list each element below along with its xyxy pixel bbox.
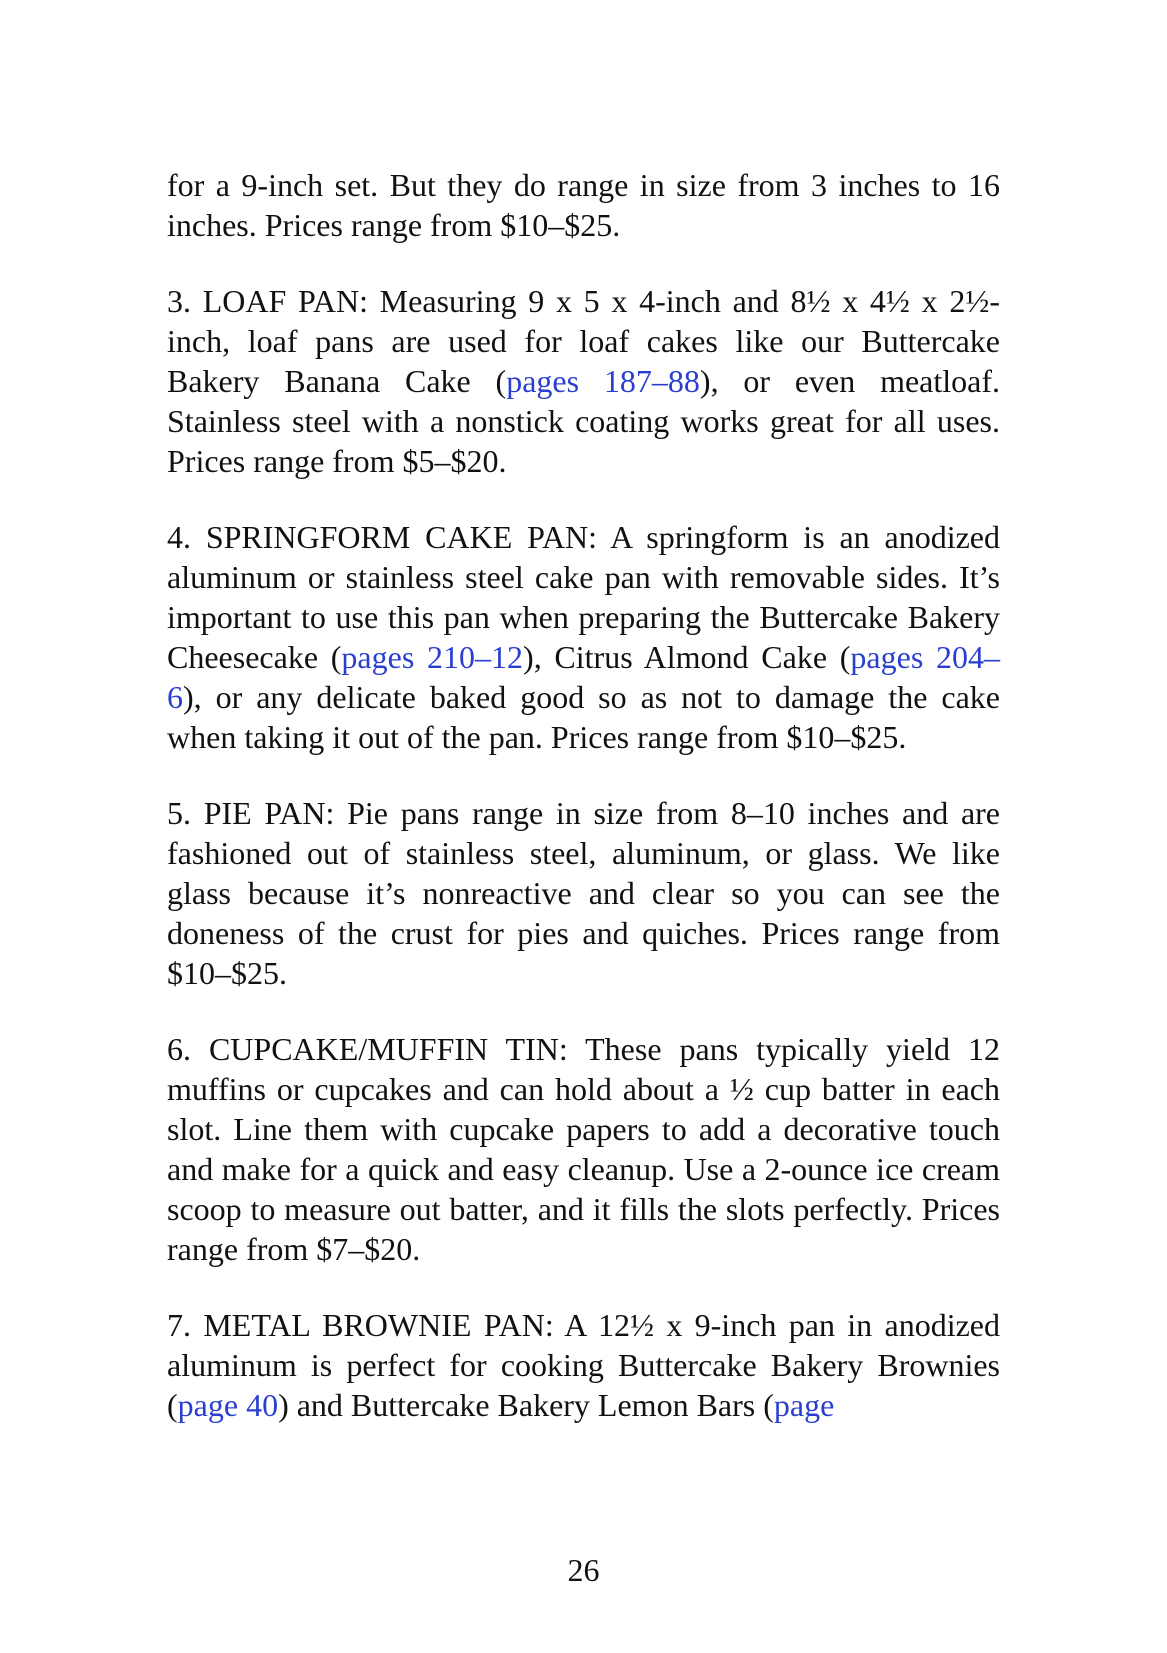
paragraph-text: 4. SPRINGFORM CAKE PAN: A springform is an anodized aluminum or stainless steel cake pan with removable sides. It’s important to use this pan when preparing the Buttercake Bakery Cheesecake (: [167, 519, 1000, 675]
paragraph-text: 5. PIE PAN: Pie pans range in size from 8–10 inches and are fashioned out of stainless steel, aluminum, or glass. We like glass because it’s nonreactive and clear so you can see the doneness of the crust for pies and quiches. Prices range from $10–$25.: [167, 795, 1000, 991]
paragraph-text: 6. CUPCAKE/MUFFIN TIN: These pans typically yield 12 muffins or cupcakes and can hold about a ½ cup batter in each slot. Line them with cupcake papers to add a decorative touch and make for a quick and easy cleanup. Use a 2-ounce ice cream scoop to measure out batter, and it fills the slots perfectly. Prices range from $7–$20.: [167, 1031, 1000, 1267]
link-page-40[interactable]: page 40: [177, 1387, 279, 1423]
paragraph-cupcake-tin: [167, 1029, 1000, 1269]
paragraph-text: 7. METAL BROWNIE PAN: A 12½ x 9-inch pan in anodized aluminum is perfect for cooking Buttercake Bakery Brownies (: [167, 1307, 1000, 1423]
paragraph-continued-intro: [167, 165, 1000, 245]
page-number: 26: [567, 1552, 600, 1588]
paragraph-text: for a 9-inch set. But they do range in size from 3 inches to 16 inches. Prices range from $10–$25.: [167, 167, 1000, 243]
link-pages-204-6[interactable]: pages 204–6: [167, 639, 1001, 715]
paragraph-pie-pan: [167, 793, 1000, 993]
paragraph-text: ) and Buttercake Bakery Lemon Bars (: [278, 1387, 774, 1423]
link-pages-187-88[interactable]: pages 187–88: [506, 363, 700, 399]
paragraph-brownie-pan: [167, 1305, 1000, 1425]
paragraph-text: 3. LOAF PAN: Measuring 9 x 5 x 4-inch and 8½ x 4½ x 2½-inch, loaf pans are used for loaf cakes like our Buttercake Bakery Banana Cake (: [167, 283, 1000, 399]
link-pages-210-12[interactable]: pages 210–12: [341, 639, 524, 675]
paragraph-springform-pan: [167, 517, 1000, 757]
paragraph-text: ), or any delicate baked good so as not to damage the cake when taking it out of the pan. Prices range from $10–$25.: [167, 679, 1000, 755]
link-page-continued[interactable]: page: [773, 1387, 835, 1423]
page-body: [167, 165, 1000, 1461]
paragraph-loaf-pan: [167, 281, 1000, 481]
paragraph-text: ), Citrus Almond Cake (: [523, 639, 851, 675]
paragraph-text: ), or even meatloaf. Stainless steel with a nonstick coating works great for all uses. Prices range from $5–$20.: [167, 363, 1001, 479]
